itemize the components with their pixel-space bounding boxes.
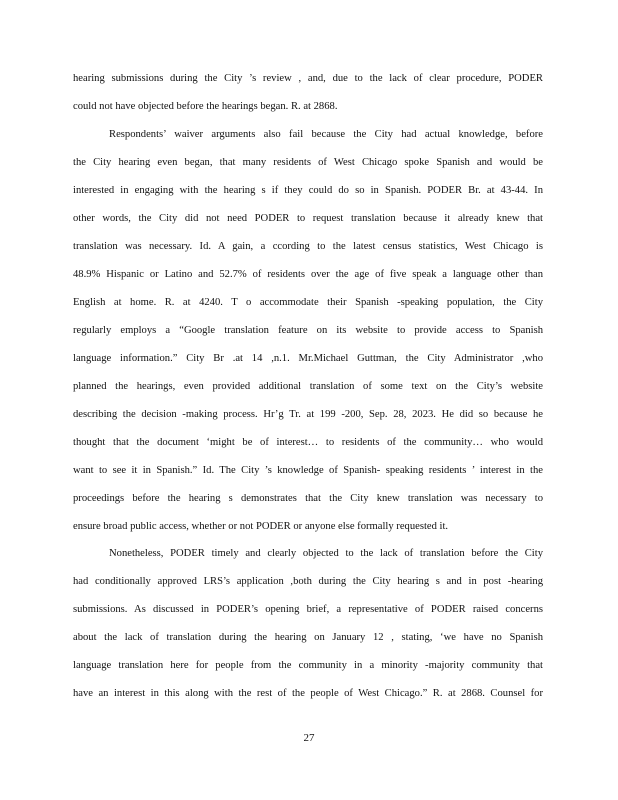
text-line: hearing submissions during the City ’s review , and, due to the lack of clear procedure, PODER: [73, 73, 543, 84]
text-line: interested in engaging with the hearing s if they could do so in Spanish. PODER Br. at 43-44. In: [73, 185, 543, 196]
text-line: 48.9% Hispanic or Latino and 52.7% of residents over the age of five speak a language other than: [73, 269, 543, 280]
text-line: submissions. As discussed in PODER’s opening brief, a representative of PODER raised concerns: [73, 604, 543, 615]
text-line: translation was necessary. Id. A gain, a ccording to the latest census statistics, West Chicago is: [73, 241, 543, 252]
text-line: describing the decision -making process. Hr’g Tr. at 199 -200, Sep. 28, 2023. He did so because he: [73, 409, 543, 420]
text-line: English at home. R. at 4240. T o accommodate their Spanish -speaking population, the City: [73, 297, 543, 308]
text-line: Nonetheless, PODER timely and clearly objected to the lack of translation before the City: [109, 548, 543, 559]
text-line: about the lack of translation during the hearing on January 12 , stating, ‘we have no Spanish: [73, 632, 543, 643]
text-line: had conditionally approved LRS’s application ,both during the City hearing s and in post -hearing: [73, 576, 543, 587]
text-line: language translation here for people from the community in a minority -majority community that: [73, 660, 543, 671]
text-line: want to see it in Spanish.” Id. The City ’s knowledge of Spanish- speaking residents ’ interest in the: [73, 465, 543, 476]
text-line: thought that the document ‘might be of interest… to residents of the community… who would: [73, 437, 543, 448]
text-line: other words, the City did not need PODER to request translation because it already knew that: [73, 213, 543, 224]
page-number: 27: [303, 732, 315, 744]
text-line: could not have objected before the hearings began. R. at 2868.: [73, 101, 338, 112]
text-line: regularly employs a “Google translation feature on its website to provide access to Spanish: [73, 325, 543, 336]
text-line: the City hearing even began, that many residents of West Chicago spoke Spanish and would be: [73, 157, 543, 168]
text-line: have an interest in this along with the rest of the people of West Chicago.” R. at 2868. Counsel for: [73, 688, 543, 699]
text-line: Respondents’ waiver arguments also fail because the City had actual knowledge, before: [109, 129, 543, 140]
text-line: ensure broad public access, whether or not PODER or anyone else formally requested it.: [73, 521, 449, 532]
text-line: planned the hearings, even provided additional translation of some text on the City’s website: [73, 381, 543, 392]
text-line: proceedings before the hearing s demonstrates that the City knew translation was necessary to: [73, 493, 543, 504]
text-line: language information.” City Br .at 14 ,n.1. Mr.Michael Guttman, the City Administrator ,who: [73, 353, 543, 364]
